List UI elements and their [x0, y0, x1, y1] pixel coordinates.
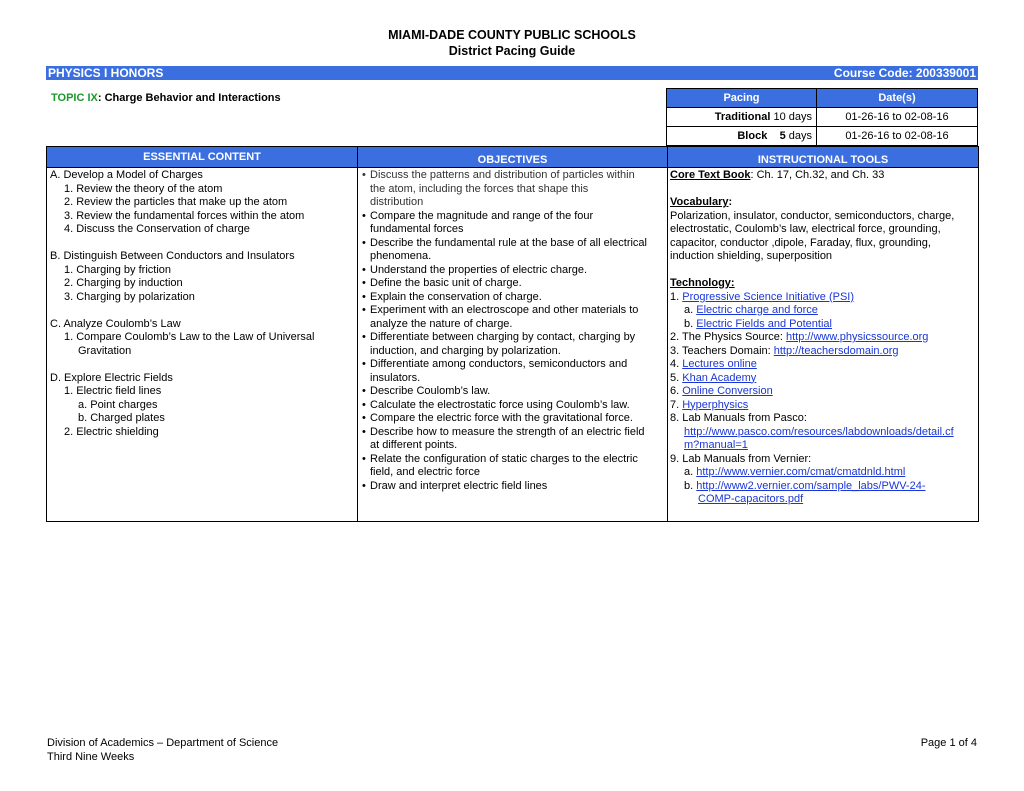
content-line: B. Distinguish Between Conductors and Insulators: [50, 250, 295, 262]
objective-continuation: insulators.: [370, 371, 421, 384]
objective-continuation: induction, and charging by polarization.: [370, 344, 561, 357]
vocabulary-line: induction shielding, superposition: [670, 250, 833, 262]
content-line: b. Charged plates: [78, 412, 165, 424]
pacing-row-traditional: [667, 108, 978, 127]
document-subtitle: District Pacing Guide: [448, 44, 576, 58]
pacing-label: Block: [737, 130, 768, 142]
objective-continuation: field, and electric force: [370, 466, 481, 478]
course-code: Course Code: 200339001: [833, 66, 976, 80]
content-line: 2. Charging by induction: [64, 277, 183, 289]
objective-item: • Draw and interpret electric field lines: [360, 480, 665, 494]
content-line: 4. Discuss the Conservation of charge: [64, 223, 250, 235]
objective-continuation: analyze the nature of charge.: [370, 317, 513, 330]
objective-continuation: the atom, including the forces that shape this: [370, 182, 589, 195]
objective-item: • Define the basic unit of charge.: [360, 277, 665, 291]
essential-content: [50, 169, 355, 439]
content-line: 1. Charging by friction: [64, 263, 171, 276]
item-number: 2. The Physics Source:: [670, 331, 786, 343]
lectures-online-link[interactable]: Lectures online: [682, 358, 757, 370]
teachers-domain-link[interactable]: http://teachersdomain.org: [773, 344, 899, 357]
content-grid: [46, 146, 979, 522]
footer-department: Division of Academics – Department of Science: [47, 737, 279, 749]
content-line: 2. Electric shielding: [64, 425, 159, 438]
content-line: a. Point charges: [78, 398, 158, 411]
core-text-label: Core Text Book: [670, 169, 751, 181]
vernier-sample-labs-link[interactable]: http://www2.vernier.com/sample_labs/PWV-24-: [696, 479, 926, 492]
objective-item: • Relate the configuration of static charges to the electric: [360, 453, 665, 467]
content-line: A. Develop a Model of Charges: [50, 169, 203, 181]
pacing-value: 10 days: [773, 111, 812, 123]
item-number: 4.: [670, 358, 683, 370]
khan-academy-link[interactable]: Khan Academy: [682, 371, 757, 384]
vocabulary-label: Vocabulary: [670, 196, 729, 208]
item-letter: b.: [684, 479, 697, 492]
core-text-value: : Ch. 17, Ch.32, and Ch. 33: [750, 169, 885, 181]
objective-item: • Describe how to measure the strength of an electric field: [360, 426, 665, 440]
content-line: Gravitation: [78, 344, 132, 357]
item-letter: a.: [684, 466, 697, 478]
pasco-link[interactable]: http://www.pasco.com/resources/labdownloads/detail.cf: [684, 425, 954, 438]
instructional-tools: [670, 169, 976, 507]
essential-content-header: ESSENTIAL CONTENT: [47, 147, 357, 168]
item-letter: b.: [684, 317, 697, 330]
vernier-sample-labs-link-continued[interactable]: COMP-capacitors.pdf: [698, 493, 804, 505]
vocabulary-line: capacitor, conductor ,dipole, Faraday, flux, grounding,: [670, 236, 931, 249]
technology-label: Technology:: [670, 277, 735, 289]
content-line: 3. Review the fundamental forces within the atom: [64, 209, 305, 222]
topic-text: : Charge Behavior and Interactions: [97, 92, 281, 104]
vernier-cmat-link[interactable]: http://www.vernier.com/cmat/cmatdnld.html: [696, 466, 906, 478]
objective-item: • Experiment with an electroscope and other materials to: [360, 304, 665, 318]
content-line: D. Explore Electric Fields: [50, 371, 173, 384]
objective-item: • Differentiate between charging by contact, charging by: [360, 331, 665, 345]
item-number: 7.: [670, 398, 683, 411]
column-divider: [667, 147, 668, 521]
content-line: 2. Review the particles that make up the atom: [64, 196, 288, 208]
objective-item: • Describe the fundamental rule at the base of all electrical: [360, 237, 665, 251]
pasco-link-continued[interactable]: m?manual=1: [684, 439, 748, 451]
content-line: C. Analyze Coulomb’s Law: [50, 317, 181, 330]
pacing-value: 5: [779, 130, 786, 142]
item-number: 6.: [670, 385, 683, 397]
footer-left: [47, 736, 278, 764]
content-line: 1. Compare Coulomb’s Law to the Law of Universal: [64, 331, 315, 343]
footer-term: Third Nine Weeks: [47, 751, 135, 763]
item-letter: a.: [684, 304, 697, 316]
pacing-dates: 01-26-16 to 02-08-16: [817, 108, 978, 127]
content-line: 3. Charging by polarization: [64, 290, 195, 303]
physics-source-link[interactable]: http://www.physicssource.org: [785, 331, 929, 343]
vocabulary-line: electrostatic, Coulomb’s law, electrical force, grounding,: [670, 223, 941, 235]
objective-item: • Compare the electric force with the gravitational force.: [360, 412, 665, 426]
objective-item: • Differentiate among conductors, semiconductors and: [360, 358, 665, 372]
item-number: 5.: [670, 371, 683, 384]
pacing-dates: 01-26-16 to 02-08-16: [817, 127, 978, 146]
objective-continuation: distribution: [370, 196, 424, 208]
item-number: 3. Teachers Domain:: [670, 344, 774, 357]
vocabulary-colon: :: [728, 196, 733, 208]
vernier-label: 9. Lab Manuals from Vernier:: [670, 452, 812, 465]
online-conversion-link[interactable]: Online Conversion: [682, 385, 773, 397]
vocabulary-line: Polarization, insulator, conductor, semiconductors, charge,: [670, 209, 955, 222]
electric-charge-link[interactable]: Electric charge and force: [696, 304, 818, 316]
electric-fields-link[interactable]: Electric Fields and Potential: [696, 317, 832, 330]
objective-item: • Explain the conservation of charge.: [360, 291, 665, 305]
psi-link[interactable]: Progressive Science Initiative (PSI): [682, 290, 855, 303]
item-number: 1.: [670, 290, 683, 303]
objective-item: • Compare the magnitude and range of the four: [360, 210, 665, 224]
objective-item: • Calculate the electrostatic force using Coulomb’s law.: [360, 399, 665, 413]
objectives-header: OBJECTIVES: [358, 147, 667, 168]
pacing-header: Pacing: [667, 89, 817, 108]
pacing-table: [666, 88, 978, 146]
dates-header: Date(s): [817, 89, 978, 108]
hyperphysics-link[interactable]: Hyperphysics: [682, 398, 749, 411]
content-line: 1. Electric field lines: [64, 385, 162, 397]
page-number: Page 1 of 4: [920, 737, 977, 749]
course-bar: [46, 66, 978, 80]
objective-continuation: at different points.: [370, 439, 458, 451]
document-title: MIAMI-DADE COUNTY PUBLIC SCHOOLS: [388, 28, 636, 42]
objective-continuation: phenomena.: [370, 250, 432, 262]
pacing-suffix: days: [788, 130, 812, 142]
objective-item: • Understand the properties of electric charge.: [360, 264, 665, 278]
topic-heading: [51, 92, 281, 104]
topic-label: TOPIC IX: [51, 92, 98, 104]
instructional-tools-header: INSTRUCTIONAL TOOLS: [668, 147, 978, 168]
content-line: 1. Review the theory of the atom: [64, 182, 223, 195]
objective-continuation: fundamental forces: [370, 223, 464, 235]
objectives-list: [360, 169, 665, 493]
objective-item: • Discuss the patterns and distribution of particles within: [360, 169, 665, 183]
course-title: PHYSICS I HONORS: [48, 66, 164, 80]
objective-item: • Describe Coulomb’s law.: [360, 385, 665, 399]
pasco-label: 8. Lab Manuals from Pasco:: [670, 412, 807, 424]
column-divider: [357, 147, 358, 521]
pacing-label: Traditional: [714, 111, 771, 123]
pacing-row-block: [667, 127, 978, 146]
